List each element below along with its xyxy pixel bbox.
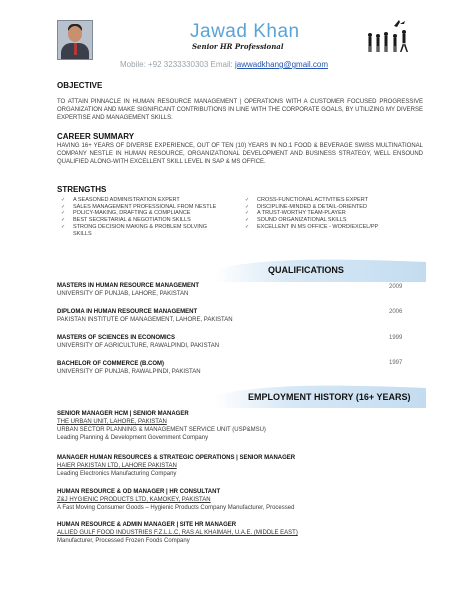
objective-heading: OBJECTIVE [57, 81, 103, 90]
email-link[interactable]: jawwadkhang@gmail.com [234, 60, 329, 69]
job-role: SENIOR MANAGER HCM | SENIOR MANAGER [57, 411, 189, 417]
job-company: THE URBAN UNIT, LAHORE, PAKISTAN [57, 419, 167, 425]
qualification-degree: MASTERS IN HUMAN RESOURCE MANAGEMENT [57, 283, 200, 289]
strength-item: ✓ A TRUST-WORTHY TEAM-PLAYER [241, 210, 423, 217]
qualification-institute: UNIVERSITY OF PUNJAB, LAHORE, PAKISTAN [57, 291, 189, 297]
strength-item: ✓ SALES MANAGEMENT PROFESSIONAL FROM NESTLE [57, 204, 227, 211]
strength-item: ✓ SOUND ORGANIZATIONAL SKILLS [241, 217, 423, 224]
candidate-title: Senior HR Professional [192, 42, 284, 51]
strengths-heading: STRENGTHS [57, 185, 107, 194]
profile-photo [57, 20, 93, 60]
job-detail: Leading Electronics Manufacturing Company [57, 471, 177, 477]
strength-item: ✓ STRONG DECISION MAKING & PROBLEM SOLVING SKILLS [57, 224, 227, 237]
strengths-right [241, 197, 423, 231]
qualification-institute: UNIVERSITY OF PUNJAB, RAWALPINDI, PAKISTAN [57, 369, 201, 375]
job-detail: Manufacturer, Processed Frozen Foods Company [57, 538, 190, 544]
strengths-left [57, 197, 227, 237]
career-summary-heading: CAREER SUMMARY [57, 132, 135, 141]
job-role: HUMAN RESOURCE & OD MANAGER | HR CONSULTANT [57, 489, 221, 495]
strength-item: ✓ BEST SECRETARIAL & NEGOTIATION SKILLS [57, 217, 227, 224]
qualification-year: 2006 [389, 309, 403, 315]
qualification-degree: DIPLOMA IN HUMAN RESOURCE MANAGEMENT [57, 309, 198, 315]
job-company: HAIER PAKISTAN LTD, LAHORE PAKISTAN [57, 463, 177, 469]
strength-item: ✓ EXCELLENT IN MS OFFICE - WORD/EXCEL/PP [241, 224, 423, 231]
objective-text: TO ATTAIN PINNACLE IN HUMAN RESOURCE MANAGEMENT | OPERATIONS WITH A CUSTOMER FOCUSED PROGRESSIVE ORGANIZATION AND MAKE SIGNIFICANT CONTRIBUTIONS IN LINE WITH THE CORPORATE GOALS, BY UTILIZING MY DIVERSE EXPERTISE AND MANAGEMENT SKILLS. [57, 99, 423, 122]
contact-prefix: Mobile: +92 3233330303 Email: [120, 60, 233, 69]
strength-item: ✓ POLICY-MAKING, DRAFTING & COMPLIANCE [57, 210, 227, 217]
job-detail: URBAN SECTOR PLANNING & MANAGEMENT SERVICE UNIT (USP&MSU) [57, 427, 266, 433]
people-silhouette-logo [364, 18, 414, 58]
qualification-institute: UNIVERSITY OF AGRICULTURE, RAWALPINDI, PAKISTAN [57, 343, 220, 349]
candidate-name: Jawad Khan [190, 21, 300, 42]
job-role: MANAGER HUMAN RESOURCES & STRATEGIC OPERATIONS | SENIOR MANAGER [57, 455, 296, 461]
strength-item: ✓ CROSS-FUNCTIONAL ACTIVITIES EXPERT [241, 197, 423, 204]
strength-item: ✓ DISCIPLINE-MINDED & DETAIL-ORIENTED [241, 204, 423, 211]
qualification-year: 2009 [389, 284, 403, 290]
qualification-year: 1999 [389, 335, 403, 341]
qualification-degree: BACHELOR OF COMMERCE (B.COM) [57, 361, 164, 367]
job-detail: A Fast Moving Consumer Goods – Hygienic Products Company Manufacturer, Processed [57, 505, 295, 511]
job-company: ALLIED GULF FOOD INDUSTRIES F.Z.L.L.C, RAS AL KHAIMAH, U.A.E. (MIDDLE EAST) [57, 530, 298, 536]
job-detail: Leading Planning & Development Government Company [57, 435, 209, 441]
job-company: Z&J HYGIENIC PRODUCTS LTD, KAMOKEY, PAKISTAN [57, 497, 211, 503]
qualifications-heading: QUALIFICATIONS [268, 265, 344, 275]
strength-item: ✓ A SEASONED ADMINISTRATION EXPERT [57, 197, 227, 204]
employment-heading: EMPLOYMENT HISTORY (16+ YEARS) [248, 392, 411, 402]
career-summary-text: HAVING 16+ YEARS OF DIVERSE EXPERIENCE, OUT OF TEN (10) YEARS IN NO.1 FOOD & BEVERAGE SWISS MULTINATIONAL COMPANY NESTLE IN HUMAN RESOURCE, ORGANIZATIONAL DEVELOPMENT AND BUSINESS STRATEGY, WELL ENSOUND QUALIFIED ALONG-WITH EXCELLENT SKILL LEVEL IN SAP & MS OFFICE. [57, 143, 423, 166]
contact-line [120, 60, 328, 69]
qualification-degree: MASTERS OF SCIENCES IN ECONOMICS [57, 335, 176, 341]
qualification-institute: PAKISTAN INSTITUTE OF MANAGEMENT, LAHORE, PAKISTAN [57, 317, 233, 323]
qualification-year: 1997 [389, 360, 403, 366]
job-role: HUMAN RESOURCE & ADMIN MANAGER | SITE HR MANAGER [57, 522, 237, 528]
